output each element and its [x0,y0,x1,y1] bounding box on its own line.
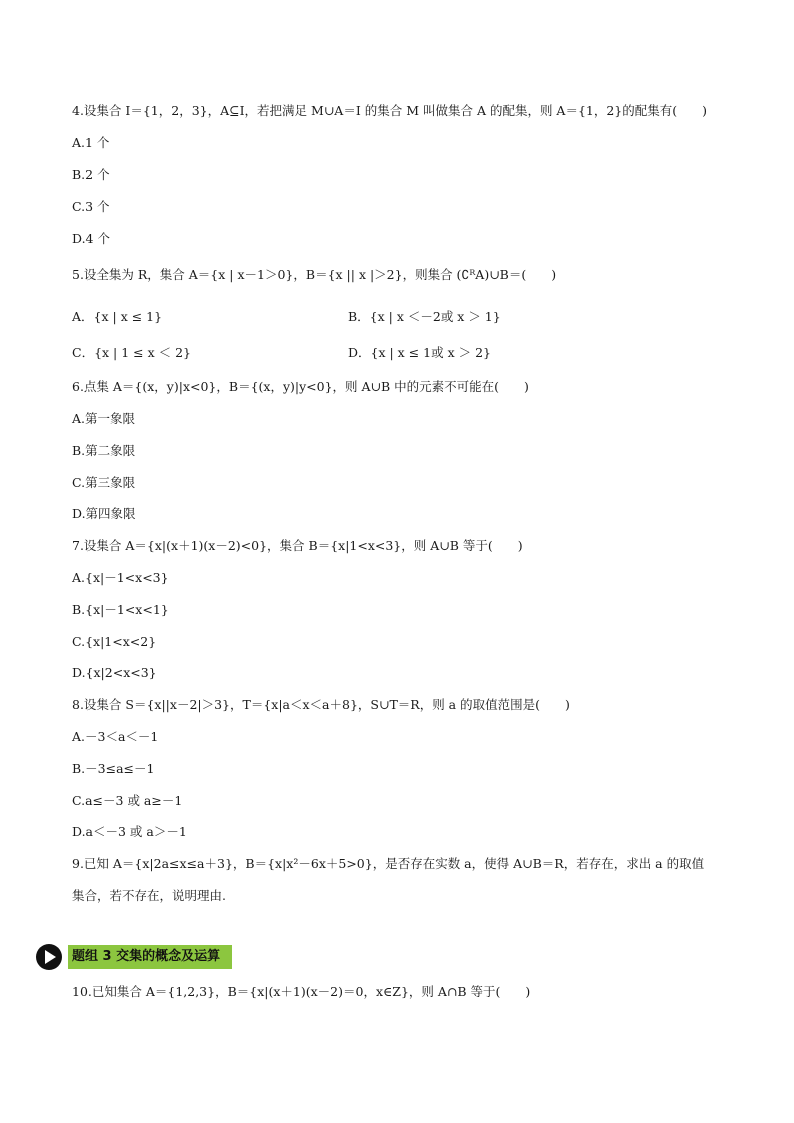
question-8-option-d: D.a＜－3 或 a＞－1 [72,824,187,839]
question-5-option-b: B．{x | x ＜－2或 x ＞ 1} [348,309,501,324]
question-10-stem: 10.已知集合 A＝{1,2,3}，B＝{x|(x＋1)(x－2)＝0，x∈Z}，则 A∩B 等于( ) [72,984,531,999]
question-6-stem: 6.点集 A＝{(x，y)|x<0}，B＝{(x，y)|y<0}，则 A∪B 中的元素不可能在( ) [72,379,529,394]
question-4-option-a: A.1 个 [72,135,110,150]
question-4-stem: 4.设集合 I＝{1，2，3}，A⊆I，若把满足 M∪A＝I 的集合 M 叫做集合 A 的配集，则 A＝{1，2}的配集有( ) [72,103,708,118]
question-9-line-1: 9.已知 A＝{x|2a≤x≤a＋3}，B＝{x|x²－6x＋5>0}，是否存在实数 a，使得 A∪B＝R，若存在，求出 a 的取值 [72,856,705,871]
question-9-line-2: 集合，若不存在，说明理由. [72,888,226,903]
question-4-option-d: D.4 个 [72,231,110,246]
question-5-option-c: C．{x | 1 ≤ x ＜ 2} [72,345,192,360]
question-4-option-c: C.3 个 [72,199,110,214]
play-icon [36,944,62,970]
question-5-stem: 5.设全集为 R，集合 A＝{x | x－1＞0}，B＝{x || x |＞2}，则集合 (∁ᴿA)∪B＝( ) [72,267,557,282]
question-7-option-a: A.{x|－1<x<3} [72,570,169,585]
section-title: 题组 3 交集的概念及运算 [68,945,232,969]
question-7-stem: 7.设集合 A＝{x|(x＋1)(x－2)<0}，集合 B＝{x|1<x<3}，则 A∪B 等于( ) [72,538,523,553]
question-7-option-b: B.{x|－1<x<1} [72,602,169,617]
question-8-option-b: B.－3≤a≤－1 [72,761,155,776]
question-6-option-d: D.第四象限 [72,506,136,521]
question-8-option-a: A.－3＜a＜－1 [72,729,159,744]
question-6-option-c: C.第三象限 [72,475,136,490]
question-7-option-c: C.{x|1<x<2} [72,634,157,649]
question-5-option-a: A．{x | x ≤ 1} [72,309,163,324]
question-8-option-c: C.a≤－3 或 a≥－1 [72,793,183,808]
question-5-option-d: D．{x | x ≤ 1或 x ＞ 2} [348,345,491,360]
question-7-option-d: D.{x|2<x<3} [72,665,157,680]
question-8-stem: 8.设集合 S＝{x||x－2|＞3}，T＝{x|a＜x＜a＋8}，S∪T＝R，则 a 的取值范围是( ) [72,697,570,712]
question-6-option-b: B.第二象限 [72,443,136,458]
question-4-option-b: B.2 个 [72,167,110,182]
section-header [36,944,232,970]
question-6-option-a: A.第一象限 [72,411,136,426]
